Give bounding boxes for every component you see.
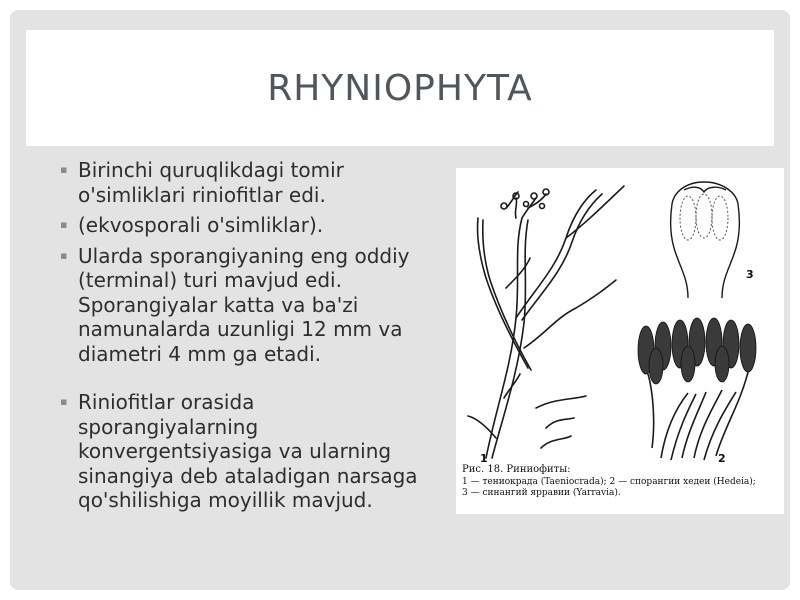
bullet-text: Riniofitlar orasida sporangiyalarning konvergentsiyasiga va ularning sinangiya deb ataladigan narsaga qo'shilishiga moyillik mavjud.: [78, 390, 418, 512]
plant-illustration: [456, 168, 784, 514]
title-band: [26, 30, 774, 146]
bullet-list: [60, 158, 438, 519]
bullet-text: (ekvosporali o'simliklar).: [78, 213, 324, 237]
bullet-item: [60, 244, 438, 367]
bullet-text: Ularda sporangiyaning eng oddiy (terminal) turi mavjud edi. Sporangiyalar katta va ba'zi namunalarda uzunligi 12 mm va diametri 4 mm ga etadi.: [78, 243, 410, 366]
slide: [10, 10, 790, 590]
figure-label-2: 2: [718, 452, 726, 465]
figure-label-3: 3: [746, 268, 754, 281]
caption-title: Рис. 18. Риниофиты:: [462, 464, 571, 475]
caption-line: 3 — синангий ярравии (Yarravia).: [462, 488, 621, 498]
caption-line: 1 — тениокрада (Taeniocrada); 2 — спорангии хедеи (Hedeia);: [462, 477, 756, 487]
figure-label-1: 1: [480, 452, 488, 465]
bullet-marker-icon: ▪: [60, 163, 68, 176]
bullet-item: [60, 213, 438, 238]
bullet-text: Birinchi quruqlikdagi tomir o'simliklari riniofitlar edi.: [78, 158, 344, 207]
bullet-marker-icon: ▪: [60, 395, 68, 408]
bullet-marker-icon: ▪: [60, 248, 68, 262]
rhyniophyta-figure: [456, 168, 784, 514]
bullet-marker-icon: ▪: [60, 218, 68, 231]
bullet-item: [60, 158, 438, 207]
figure-caption: [462, 464, 782, 499]
bullet-item: [60, 390, 438, 513]
slide-title: RHYNIOPHYTA: [267, 67, 533, 109]
